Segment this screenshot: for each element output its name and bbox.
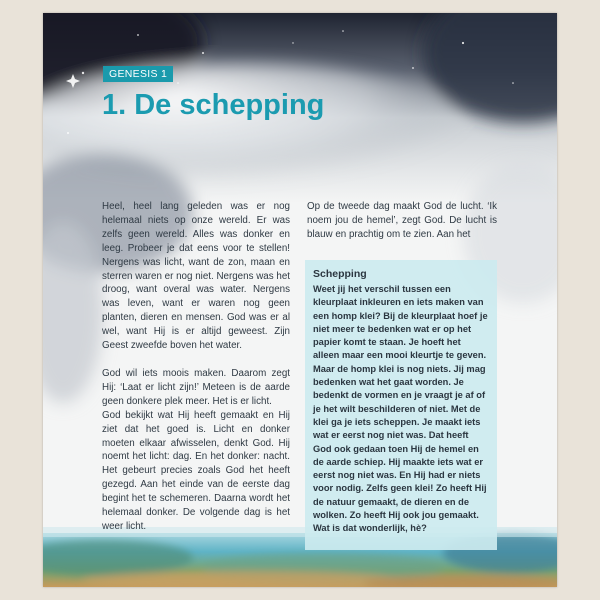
page-title: 1. De schepping	[102, 89, 325, 121]
story-column-left	[102, 200, 290, 534]
story-paragraph: Heel, heel lang geleden was er nog helemaal niets op onze wereld. Er was zelfs geen wereld. Alles was donker en leeg. Probeer je dat eens voor te stellen! Nergens was licht, want de zon, maan en sterren waren er nog niet. Nergens was het droog, want overal was water. Nergens was leven, want er waren nog geen planten, dieren en mensen. God was er al wel, want Hij is er altijd geweest. Zijn Geest zweefde boven het water.	[102, 201, 290, 352]
book-page	[43, 13, 557, 587]
story-paragraph: God bekijkt wat Hij heeft gemaakt en Hij ziet dat het goed is. Licht en donker moeten elkaar afwisselen, denkt God. Hij noemt het licht: dag. En het donker: nacht. Het gebeurt precies zoals God het heeft gezegd. Aan het einde van de eerste dag begint het te schemeren. Daarna wordt het helemaal donker. De volgende dag is het weer licht.	[102, 409, 290, 532]
sidebar-title: Schepping	[313, 268, 367, 280]
bible-reference-tag: GENESIS 1	[103, 66, 173, 82]
story-paragraph: Op de tweede dag maakt God de lucht. ‘Ik noem jou de hemel’, zegt God. De lucht is blauw en prachtig om te zien. Aan het	[307, 201, 497, 240]
story-column-right	[307, 200, 497, 242]
sidebar-text: Weet jij het verschil tussen een kleurplaat inkleuren en iets maken van een homp klei? Bij de kleurplaat hoef je niet meer te bedenken wat er op het papier komt te staan. Je hoeft het alleen maar een mooi kleurtje te geven. Maar de homp klei is nog niets. Jij mag bedenken wat het gaat worden. Je bedenkt de vormen en je vraagt je af of je het wilt beschilderen of niet. Met de klei ga je iets scheppen. Je maakt iets wat er eerst nog niet was. Dat heeft God ook gedaan toen Hij de hemel en de aarde schiep. Hij maakte iets wat er eerst nog niet was. En Hij had er niets voor nodig. Zelfs geen klei! Zo heeft Hij de natuur gemaakt, de dieren en de wolken. Zo heeft Hij ook jou gemaakt. Wat is dat wonderlijk, hè?	[313, 284, 488, 534]
story-paragraph: God wil iets moois maken. Daarom zegt Hij: ‘Laat er licht zijn!’ Meteen is de aarde geen donkere plek meer. Het is er licht.	[102, 367, 290, 407]
sidebar-box	[305, 260, 497, 550]
